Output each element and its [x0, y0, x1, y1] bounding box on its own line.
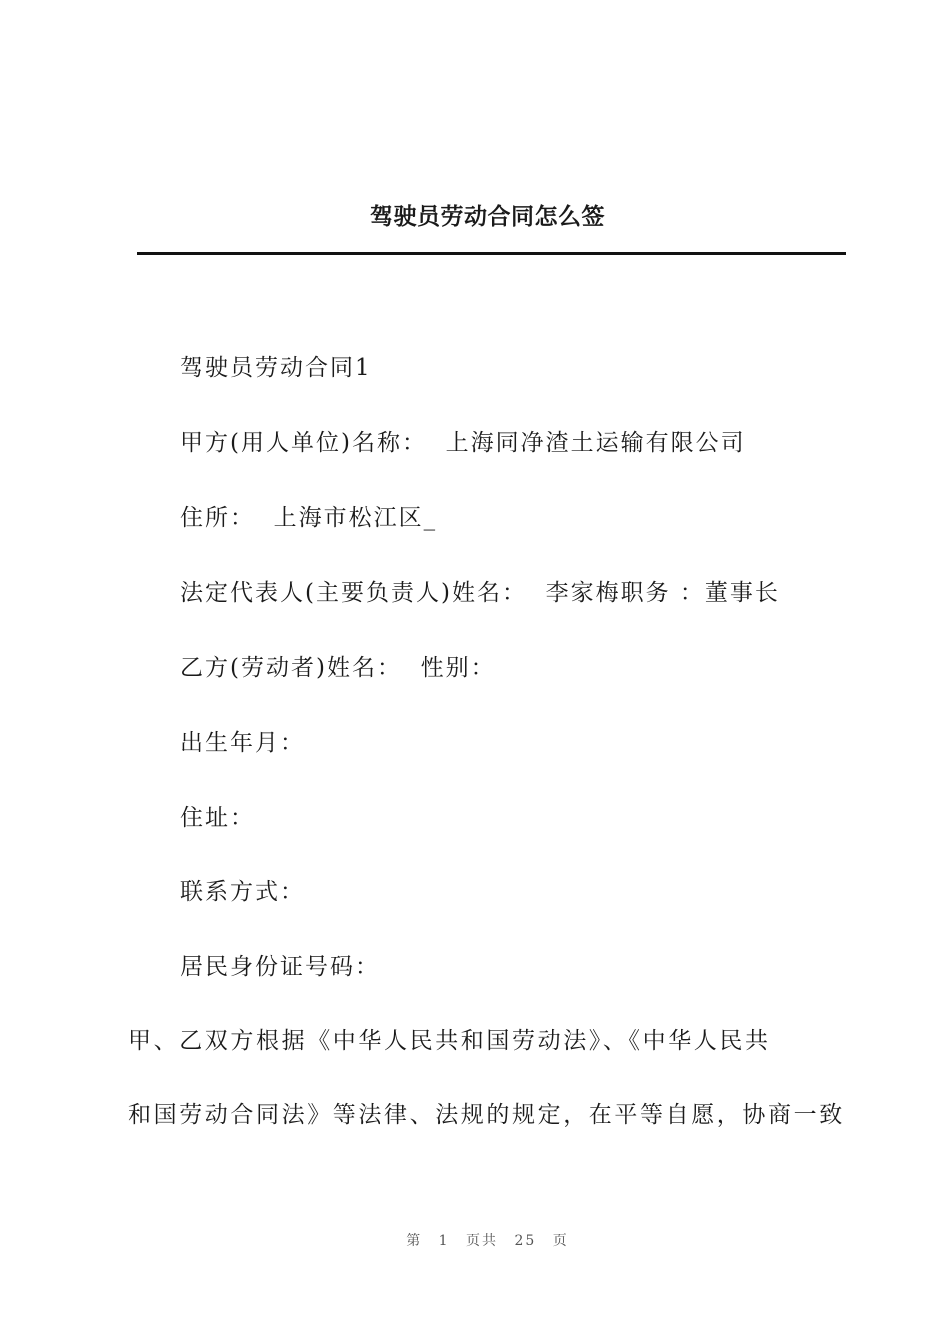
party-b-contact: 联系方式：: [180, 879, 305, 905]
party-b-name: 乙方(劳动者)姓名： 性别：: [180, 655, 496, 681]
preamble-line-1: 甲、乙双方根据《中华人民共和国劳动法》、《中华人民共: [128, 1028, 771, 1054]
party-b-birthdate: 出生年月：: [180, 730, 305, 756]
party-a-name: 甲方(用人单位)名称： 上海同净渣土运输有限公司: [180, 430, 746, 456]
title-divider: [137, 252, 846, 255]
party-a-address: 住所： 上海市松江区_: [180, 505, 438, 531]
preamble-line-2: 和国劳动合同法》等法律、法规的规定，在平等自愿，协商一致: [128, 1102, 845, 1128]
contract-heading: 驾驶员劳动合同1: [180, 355, 372, 381]
legal-representative: 法定代表人(主要负责人)姓名： 李家梅职务 ：董事长: [180, 580, 780, 606]
page-footer: 第 1 页共 25 页: [406, 1233, 569, 1249]
party-b-id-number: 居民身份证号码：: [180, 954, 380, 980]
party-b-address: 住址：: [180, 805, 255, 831]
document-title: 驾驶员劳动合同怎么签: [370, 204, 605, 230]
